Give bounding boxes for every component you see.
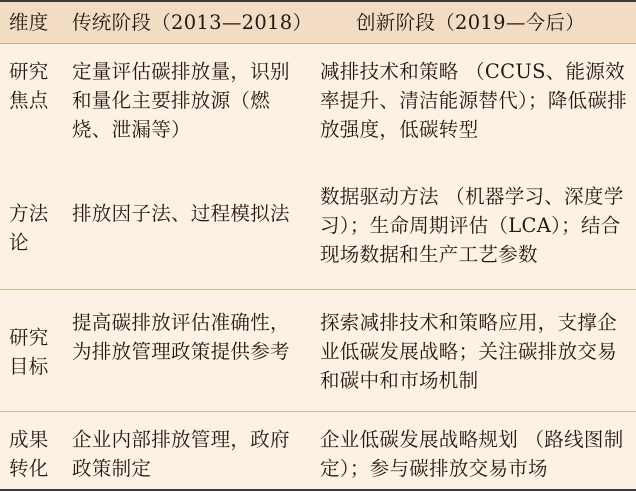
row-innovative: 企业低碳发展战略规划 （路线图制定）；参与碳排放交易市场	[320, 428, 624, 480]
row-innovative: 减排技术和策略 （CCUS、能源效率提升、清洁能源替代）；降低碳排放强度，低碳转型	[320, 60, 628, 141]
row-dimension: 成果转化	[9, 428, 49, 480]
table-row	[0, 290, 636, 411]
row-innovative: 探索减排技术和策略应用，支撑企业低碳发展战略；关注碳排放交易和碳中和市场机制	[320, 311, 618, 392]
table-row	[0, 44, 636, 161]
row-traditional: 提高碳排放评估准确性，为排放管理政策提供参考	[72, 311, 290, 363]
header-innovative-stage: 创新阶段（2019—今后）	[356, 11, 586, 34]
table-bottom-rule	[0, 489, 636, 491]
table-row	[0, 412, 636, 489]
table-header-row	[0, 2, 636, 44]
row-dimension: 研究焦点	[9, 60, 49, 112]
row-traditional: 定量评估碳排放量，识别和量化主要排放源（燃烧、泄漏等）	[72, 60, 290, 141]
header-traditional-stage: 传统阶段（2013—2018）	[72, 11, 313, 34]
row-dimension: 方法论	[9, 202, 49, 254]
row-innovative: 数据驱动方法 （机器学习、深度学习）；生命周期评估（LCA）；结合现场数据和生产工艺参数	[320, 185, 624, 266]
table-row	[0, 161, 636, 289]
row-traditional: 排放因子法、过程模拟法	[72, 202, 290, 225]
row-traditional: 企业内部排放管理，政府政策制定	[72, 428, 290, 480]
row-dimension: 研究目标	[9, 326, 49, 378]
header-dimension: 维度	[9, 11, 49, 34]
